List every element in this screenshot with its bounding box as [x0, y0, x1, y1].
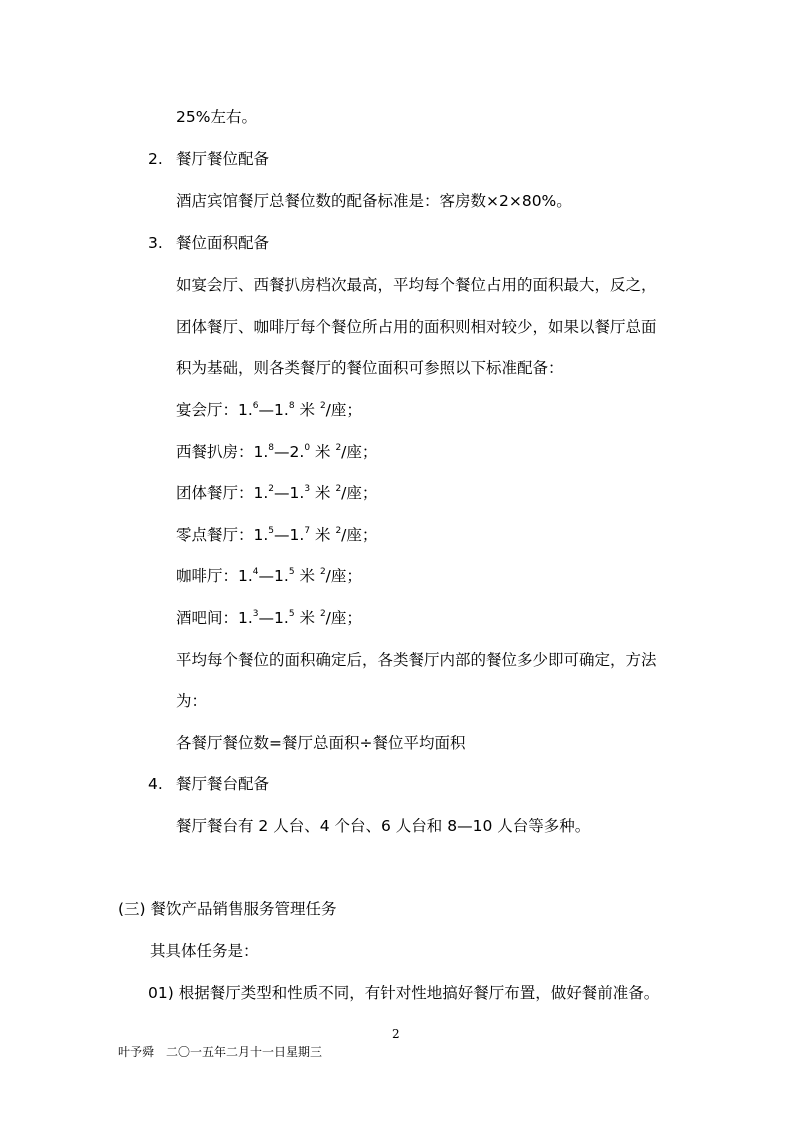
footer-author: 叶予舜 — [118, 1045, 155, 1059]
footer-date: 二〇一五年二月十一日星期三 — [166, 1045, 323, 1059]
item-3-formula: 各餐厅餐位数=餐厅总面积÷餐位平均面积 — [176, 734, 466, 752]
item-2-number: 2. — [148, 150, 163, 168]
item-3-paragraph-4: 平均每个餐位的面积确定后，各类餐厅内部的餐位多少即可确定，方法 — [176, 651, 657, 669]
item-3-heading — [148, 233, 269, 253]
item-2-title: 餐厅餐位配备 — [176, 150, 270, 168]
item-4-number: 4. — [148, 775, 163, 793]
page-number: 2 — [392, 1027, 400, 1041]
section-3-heading: (三) 餐饮产品销售服务管理任务 — [118, 900, 337, 918]
item-4-text: 餐厅餐台有 2 人台、4 个台、6 人台和 8—10 人台等多种。 — [176, 817, 591, 835]
item-2-text: 酒店宾馆餐厅总餐位数的配备标准是：客房数×2×80%。 — [176, 192, 572, 210]
item-3-paragraph-3: 积为基础，则各类餐厅的餐位面积可参照以下标准配备： — [176, 359, 564, 377]
item-2-heading — [148, 149, 269, 169]
item-4-heading — [148, 774, 269, 794]
item-3-paragraph-1: 如宴会厅、西餐扒房档次最高，平均每个餐位占用的面积最大，反之， — [176, 276, 657, 294]
section-3-task-1: 01) 根据餐厅类型和性质不同，有针对性地搞好餐厅布置，做好餐前准备。 — [148, 984, 660, 1002]
item-3-number: 3. — [148, 234, 163, 252]
item-3-title: 餐位面积配备 — [176, 234, 270, 252]
item-3-paragraph-2: 团体餐厅、咖啡厅每个餐位所占用的面积则相对较少，如果以餐厅总面 — [176, 318, 657, 336]
area-row: 酒吧间：1.$^3$—1.$^5$ 米 $^2$/座； — [176, 609, 362, 627]
area-row: 咖啡厅：1.$^4$—1.$^5$ 米 $^2$/座； — [176, 567, 362, 585]
area-row: 宴会厅：1.$^6$—1.$^8$ 米 $^2$/座； — [176, 401, 362, 419]
footer-line — [118, 1043, 322, 1060]
area-row: 零点餐厅：1.$^5$—1.$^7$ 米 $^2$/座； — [176, 526, 378, 544]
item-3-paragraph-5: 为： — [176, 692, 208, 710]
continuation-line: 25%左右。 — [176, 108, 257, 126]
section-3-intro: 其具体任务是： — [150, 942, 259, 960]
area-row: 团体餐厅：1.$^2$—1.$^3$ 米 $^2$/座； — [176, 484, 378, 502]
item-4-title: 餐厅餐台配备 — [176, 775, 270, 793]
area-row: 西餐扒房：1.$^8$—2.$^0$ 米 $^2$/座； — [176, 443, 378, 461]
